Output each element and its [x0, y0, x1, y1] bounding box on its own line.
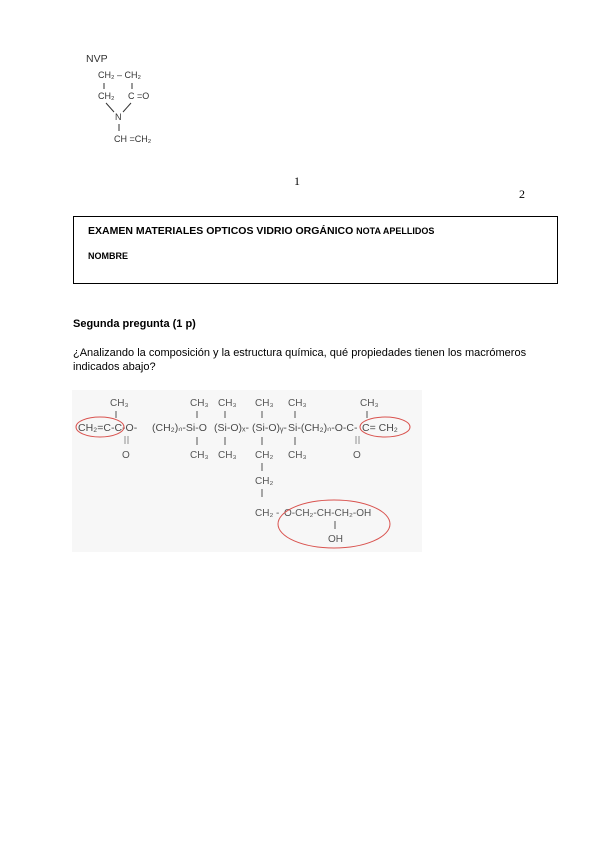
chain-left: (CH₂)ₙ-Si-O [152, 422, 207, 434]
nvp-row2-right: C =O [128, 91, 150, 101]
page-number-1: 1 [294, 174, 300, 188]
ch3-top-1: CH₃ [110, 398, 129, 409]
exam-header-line [88, 225, 434, 237]
question-title: Segunda pregunta (1 p) [73, 318, 196, 330]
ch3-top-2: CH₃ [190, 398, 209, 409]
chain-right: Si-(CH₂)ₙ-O-C- [288, 422, 358, 434]
ch3-bottom-1: CH₃ [190, 450, 209, 461]
ch2-side-1: CH₂ [255, 476, 274, 487]
nota-apellidos-label: NOTA APELLIDOS [356, 226, 435, 236]
carbonyl-o-right: O [353, 450, 361, 461]
nombre-label: NOMBRE [88, 251, 128, 261]
page-number-2: 2 [519, 187, 525, 201]
ch3-bottom-2: CH₃ [218, 450, 237, 461]
nvp-label: NVP [86, 53, 108, 65]
carbonyl-o-left: O [122, 450, 130, 461]
nvp-row1: CH₂ – CH₂ [98, 70, 141, 80]
nvp-row3: N [115, 112, 122, 122]
siloxane-y: (Si-O)ᵧ- [252, 422, 287, 434]
nvp-row4: CH =CH₂ [114, 134, 152, 144]
question-text: ¿Analizando la composición y la estructura química, qué propiedades tienen los macrómeros indicados abajo? [73, 347, 527, 373]
methacrylate-right: C= CH₂ [362, 422, 398, 434]
ch3-top-4: CH₃ [255, 398, 274, 409]
ch2-side-2: CH₂ [255, 508, 274, 519]
ch2-bottom: CH₂ [255, 450, 274, 461]
hydroxyl-group: OH [328, 534, 343, 545]
glycerol-side-chain: O-CH₂-CH-CH₂-OH [284, 508, 372, 519]
methacrylate-left: CH₂=C-C-O- [78, 422, 138, 434]
ch3-top-3: CH₃ [218, 398, 237, 409]
siloxane-x: (Si-O)ₓ- [214, 422, 249, 434]
side-chain-dash: - [276, 508, 280, 519]
macromer-structure-figure [72, 390, 422, 552]
nvp-structure-figure [84, 48, 174, 152]
ch3-top-5: CH₃ [288, 398, 307, 409]
ch3-bottom-3: CH₃ [288, 450, 307, 461]
nvp-row2-left: CH₂ [98, 91, 115, 101]
exam-header-box [73, 216, 558, 284]
ch3-top-6: CH₃ [360, 398, 379, 409]
exam-title: EXAMEN MATERIALES OPTICOS VIDRIO ORGÁNICO [88, 225, 354, 237]
